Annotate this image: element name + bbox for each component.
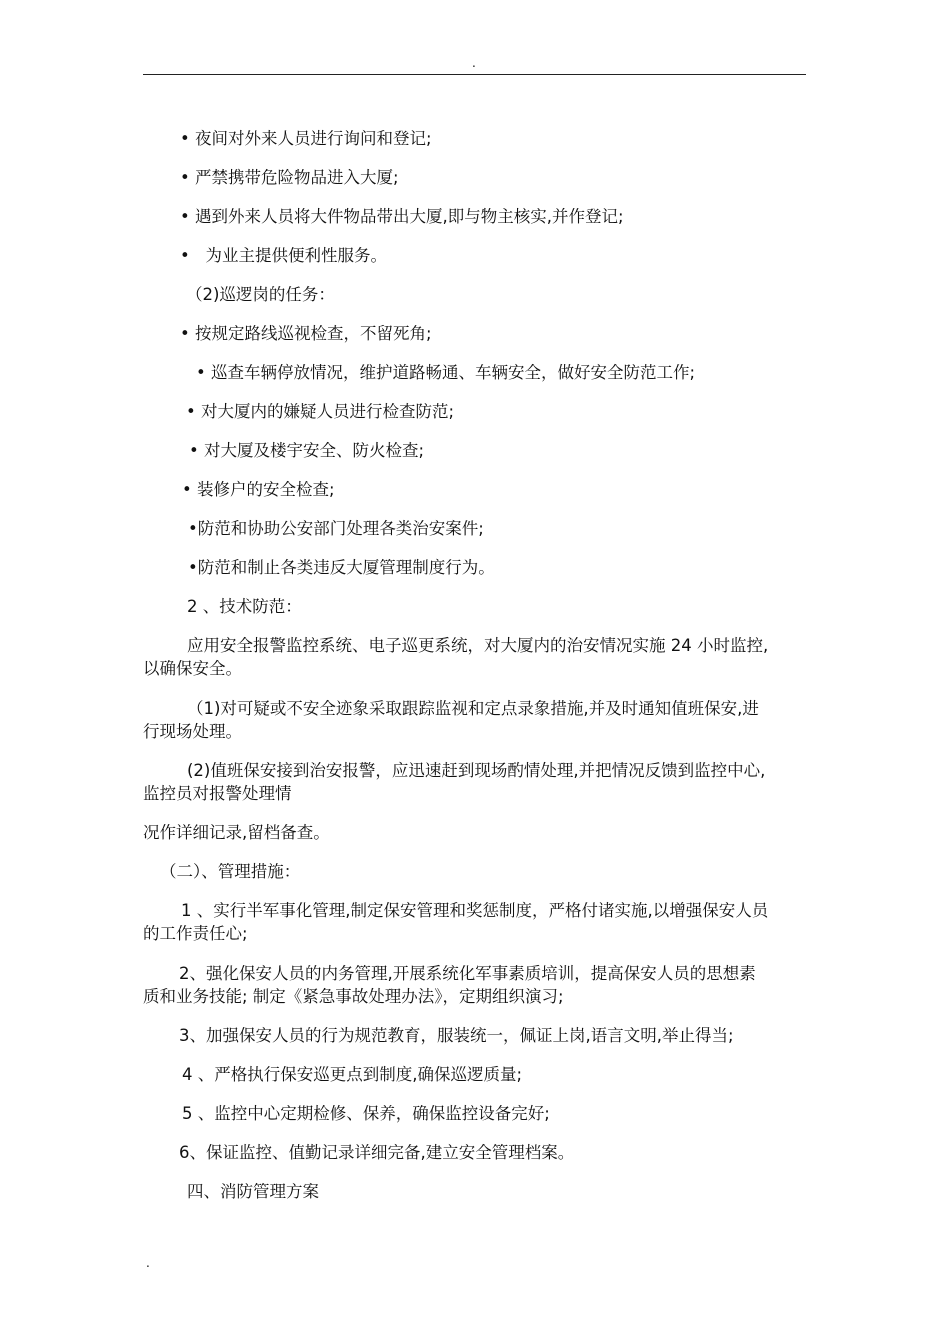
bullet-item: • 对大厦内的嫌疑人员进行检查防范; bbox=[186, 402, 455, 421]
paragraph-line: 5 、监控中心定期检修、保养，确保监控设备完好; bbox=[182, 1104, 550, 1123]
bullet-item: • 按规定路线巡视检查，不留死角; bbox=[180, 324, 432, 343]
footer-mark: . bbox=[146, 1256, 150, 1270]
bullet-item: • 夜间对外来人员进行询问和登记; bbox=[180, 129, 432, 148]
paragraph-line: (2)值班保安接到治安报警，应迅速赶到现场酌情处理,并把情况反馈到监控中心, bbox=[187, 761, 766, 780]
paragraph-line: 况作详细记录,留档备查。 bbox=[143, 823, 330, 842]
bullet-item: • 遇到外来人员将大件物品带出大厦,即与物主核实,并作登记; bbox=[180, 207, 624, 226]
bullet-item: •防范和制止各类违反大厦管理制度行为。 bbox=[188, 558, 495, 577]
section-heading: （二）、管理措施： bbox=[160, 862, 301, 881]
paragraph-line: （1)对可疑或不安全迹象采取跟踪监视和定点录象措施,并及时通知值班保安,进 bbox=[187, 699, 759, 718]
paragraph-line: 1 、实行半军事化管理,制定保安管理和奖惩制度，严格付诸实施,以增强保安人员 bbox=[181, 901, 769, 920]
paragraph-line: 以确保安全。 bbox=[143, 659, 242, 678]
paragraph-line: 的工作责任心; bbox=[143, 924, 248, 943]
paragraph-line: 4 、严格执行保安巡更点到制度,确保巡逻质量; bbox=[182, 1065, 523, 1084]
paragraph-line: 6、保证监控、值勤记录详细完备,建立安全管理档案。 bbox=[179, 1143, 575, 1162]
paragraph-line: 行现场处理。 bbox=[143, 722, 242, 741]
bullet-item: • 为业主提供便利性服务。 bbox=[180, 246, 387, 265]
paragraph-line: 监控员对报警处理情 bbox=[143, 784, 292, 803]
bullet-item: •防范和协助公安部门处理各类治安案件; bbox=[188, 519, 484, 538]
paragraph-line: 2、强化保安人员的内务管理,开展系统化军事素质培训，提高保安人员的思想素 bbox=[179, 964, 756, 983]
section-heading: 四、消防管理方案 bbox=[187, 1182, 319, 1201]
paragraph-line: 应用安全报警监控系统、电子巡更系统，对大厦内的治安情况实施 24 小时监控, bbox=[187, 636, 769, 655]
bullet-item: • 对大厦及楼宇安全、防火检查; bbox=[189, 441, 425, 460]
header-rule bbox=[143, 74, 806, 75]
paragraph-line: 质和业务技能; 制定《紧急事故处理办法》，定期组织演习; bbox=[143, 987, 564, 1006]
header-mark: . bbox=[472, 56, 476, 70]
section-heading: 2 、技术防范： bbox=[187, 597, 302, 616]
paragraph-line: 3、加强保安人员的行为规范教育，服装统一，佩证上岗,语言文明,举止得当; bbox=[179, 1026, 734, 1045]
bullet-item: • 巡查车辆停放情况，维护道路畅通、车辆安全，做好安全防范工作; bbox=[196, 363, 696, 382]
bullet-item: • 装修户的安全检查; bbox=[182, 480, 335, 499]
sub-heading: （2)巡逻岗的任务： bbox=[186, 285, 335, 304]
bullet-item: • 严禁携带危险物品进入大厦; bbox=[180, 168, 399, 187]
